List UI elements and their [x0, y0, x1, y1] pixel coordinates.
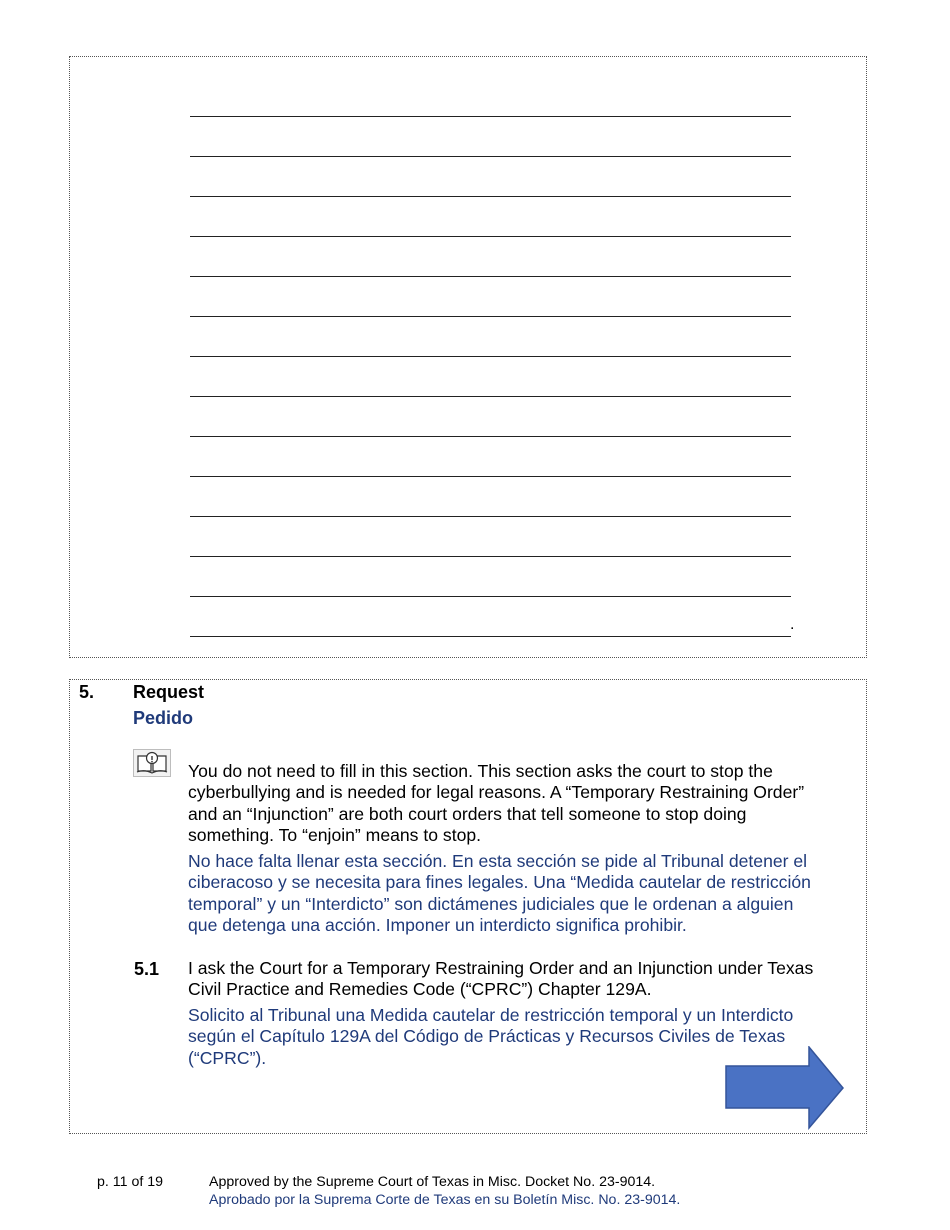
approval-note-es: Aprobado por la Suprema Corte de Texas en su Boletín Misc. No. 23-9014. — [209, 1192, 681, 1208]
info-en-line: something. To “enjoin” means to stop. — [188, 824, 482, 845]
blank-line[interactable] — [190, 316, 791, 317]
item-number-5-1: 5.1 — [134, 959, 160, 979]
info-text-en — [188, 761, 804, 846]
blank-line[interactable] — [190, 476, 791, 477]
blank-line[interactable] — [190, 436, 791, 437]
info-en-line: and an “Injunction” are both court orders that tell someone to stop doing — [188, 803, 747, 824]
book-info-icon — [133, 749, 171, 777]
info-en-line: cyberbullying and is needed for legal reasons. A “Temporary Restraining Order” — [188, 782, 805, 803]
info-es-line: No hace falta llenar esta sección. En esta sección se pide al Tribunal detener el — [188, 851, 808, 871]
section-title-es: Pedido — [133, 708, 194, 728]
info-es-line: temporal” y un “Interdicto” son dictámenes judiciales que le ordenan a alguien — [188, 893, 794, 914]
page-number: p. 11 of 19 — [97, 1174, 163, 1190]
lines-end-period: . — [790, 616, 795, 633]
request-en-line: I ask the Court for a Temporary Restraining Order and an Injunction under Texas — [188, 958, 814, 978]
blank-line[interactable] — [190, 636, 791, 637]
request-en-line: Civil Practice and Remedies Code (“CPRC”) Chapter 129A. — [188, 979, 652, 1000]
request-text-en — [188, 958, 813, 1001]
blank-line[interactable] — [190, 396, 791, 397]
approval-note-en: Approved by the Supreme Court of Texas in Misc. Docket No. 23-9014. — [209, 1174, 656, 1190]
info-en-line: You do not need to fill in this section. This section asks the court to stop the — [188, 761, 773, 781]
blank-line[interactable] — [190, 356, 791, 357]
section-title-en: Request — [133, 682, 205, 702]
blank-line[interactable] — [190, 516, 791, 517]
request-es-line: (“CPRC”). — [188, 1047, 267, 1068]
blank-line[interactable] — [190, 116, 791, 117]
blank-line[interactable] — [190, 556, 791, 557]
info-es-line: ciberacoso y se necesita para fines legales. Una “Medida cautelar de restricción — [188, 872, 811, 893]
request-es-line: Solicito al Tribunal una Medida cautelar de restricción temporal y un Interdicto — [188, 1005, 794, 1025]
blank-line[interactable] — [190, 596, 791, 597]
right-arrow-icon[interactable] — [725, 1046, 845, 1130]
request-es-line: según el Capítulo 129A del Código de Prácticas y Recursos Civiles de Texas — [188, 1026, 786, 1047]
blank-line[interactable] — [190, 276, 791, 277]
section-number: 5. — [79, 682, 95, 702]
blank-line[interactable] — [190, 236, 791, 237]
info-es-line: que detenga una acción. Imponer un interdicto significa prohibir. — [188, 914, 687, 935]
blank-line[interactable] — [190, 196, 791, 197]
info-text-es — [188, 851, 811, 936]
blank-line[interactable] — [190, 156, 791, 157]
request-text-es — [188, 1005, 793, 1069]
statement-box — [69, 56, 867, 658]
